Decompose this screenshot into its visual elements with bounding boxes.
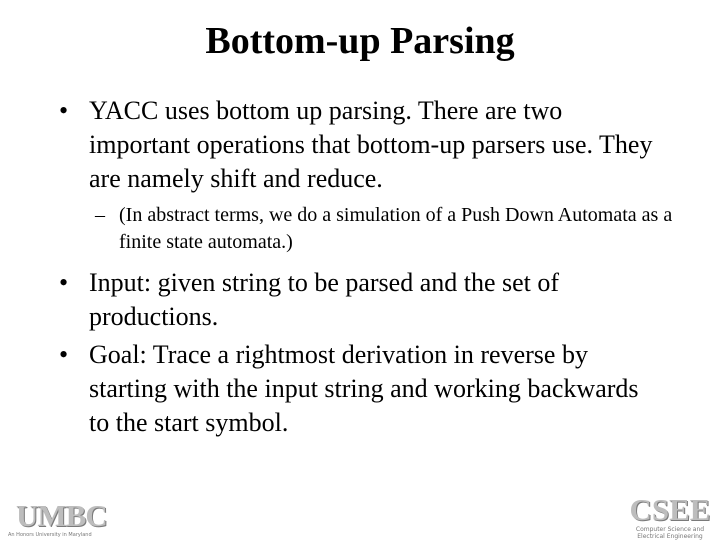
bullet-text: Input: given string to be parsed and the set of productions. [89, 268, 560, 331]
bullet-marker: • [59, 96, 69, 125]
bullet-item [59, 338, 659, 440]
bullet-text: YACC uses bottom up parsing. There are two important operations that bottom-up parsers use. They are namely shift and reduce. [89, 96, 653, 193]
umbc-logo [8, 500, 128, 538]
umbc-logo-mark: UMBC [16, 498, 107, 533]
sub-bullet-marker: – [95, 204, 105, 226]
bullet-text: Goal: Trace a rightmost derivation in reverse by starting with the input string and working backwards to the start symbol. [89, 340, 639, 437]
bullet-marker: • [59, 268, 69, 297]
slide-title: Bottom-up Parsing [205, 20, 515, 62]
bullet-item [59, 266, 659, 334]
csee-logo-tagline-1: Computer Science and [635, 526, 705, 533]
sub-bullet-text: (In abstract terms, we do a simulation of a Push Down Automata as a finite state automata.) [119, 204, 673, 253]
bullet-item [59, 94, 659, 196]
sub-bullet-item [95, 202, 685, 256]
umbc-logo-tagline: An Honors University in Maryland [8, 532, 92, 538]
bullet-marker: • [59, 340, 69, 369]
csee-logo-mark: CSEE [629, 492, 711, 527]
csee-logo [628, 494, 712, 540]
csee-logo-tagline-2: Electrical Engineering [637, 533, 703, 540]
